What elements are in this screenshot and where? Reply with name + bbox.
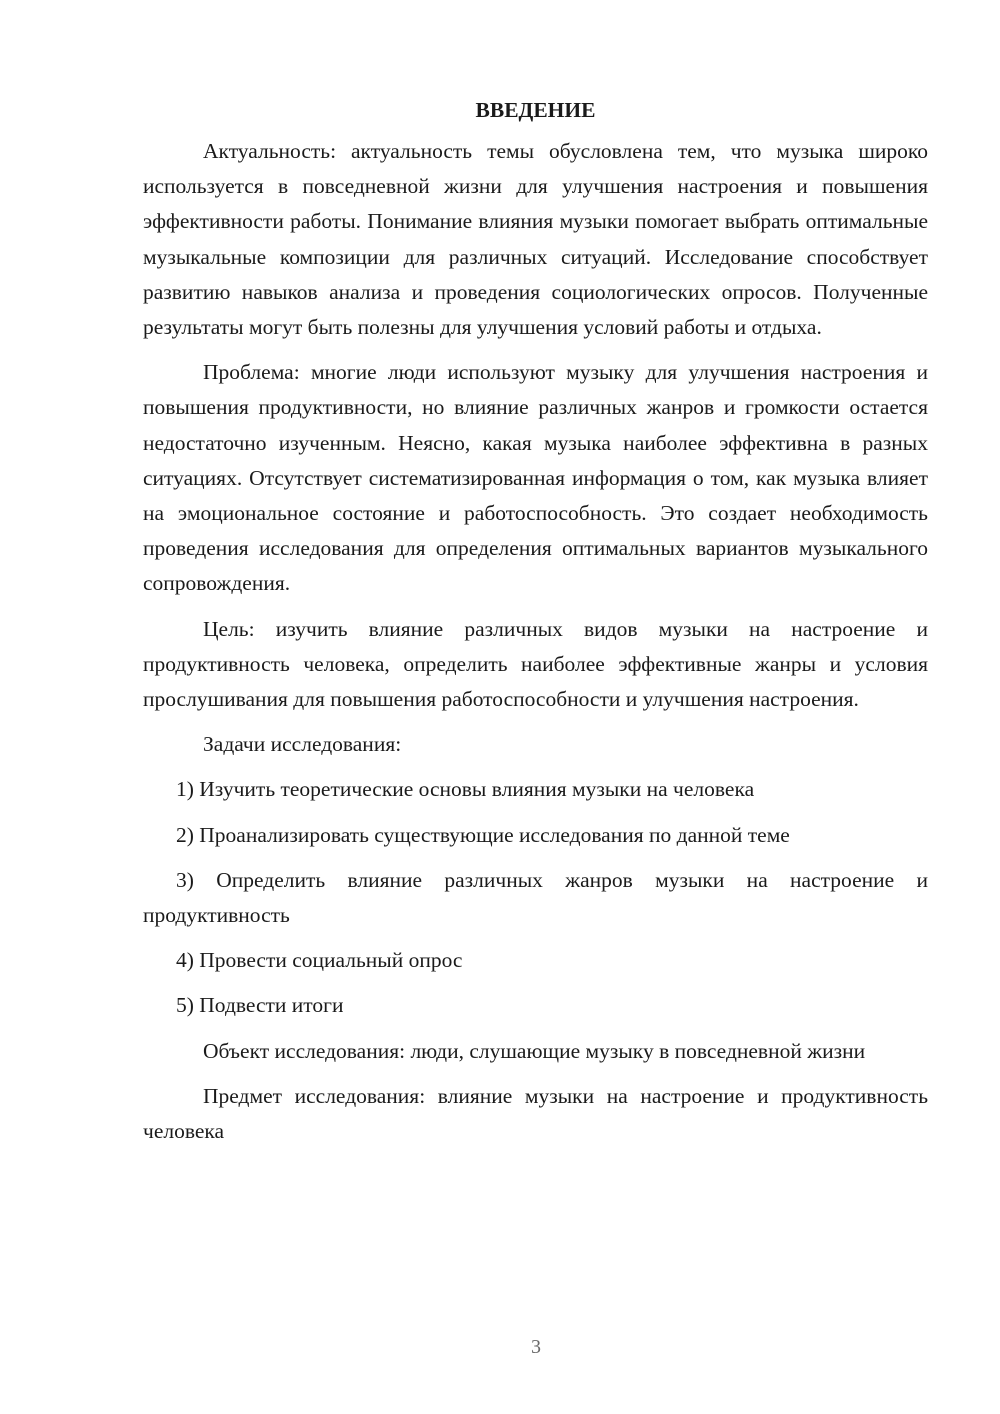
page-title: ВВЕДЕНИЕ	[475, 98, 596, 122]
task-item-2: 2) Проанализировать существующие исследования по данной теме	[176, 822, 790, 847]
task-item-5: 5) Подвести итоги	[176, 993, 344, 1018]
problem-paragraph: Проблема: многие люди используют музыку для улучшения настроения и повышения продуктивности, но влияние различных жанров и громкости остается недостаточно изученным. Неясно, какая музыка наиболее эффективна в разных ситуациях. Отсутствует систематизированная информация о том, как музыка влияет на эмоциональное состояние и работоспособность. Это создает необходимость проведения исследования для определения оптимальных вариантов музыкального сопровождения.	[143, 360, 928, 596]
task-item-3: 3) Определить влияние различных жанров музыки на настроение и продуктивность	[143, 867, 928, 928]
task-item-1: 1) Изучить теоретические основы влияния музыки на человека	[176, 777, 755, 802]
tasks-heading: Задачи исследования:	[203, 732, 402, 757]
subject-paragraph: Предмет исследования: влияние музыки на настроение и продуктивность человека	[143, 1083, 928, 1144]
relevance-paragraph: Актуальность: актуальность темы обусловлена тем, что музыка широко используется в повседневной жизни для улучшения настроения и повышения эффективности работы. Понимание влияния музыки помогает выбрать оптимальные музыкальные композиции для различных ситуаций. Исследование способствует развитию навыков анализа и проведения социологических опросов. Полученные результаты могут быть полезны для улучшения условий работы и отдыха.	[143, 139, 928, 340]
page-content	[143, 94, 928, 1159]
object-paragraph: Объект исследования: люди, слушающие музыку в повседневной жизни	[203, 1038, 866, 1063]
page-number: 3	[531, 1336, 541, 1358]
task-item-4: 4) Провести социальный опрос	[176, 948, 463, 973]
goal-paragraph: Цель: изучить влияние различных видов музыки на настроение и продуктивность человека, определить наиболее эффективные жанры и условия прослушивания для повышения работоспособности и улучшения настроения.	[143, 616, 928, 712]
